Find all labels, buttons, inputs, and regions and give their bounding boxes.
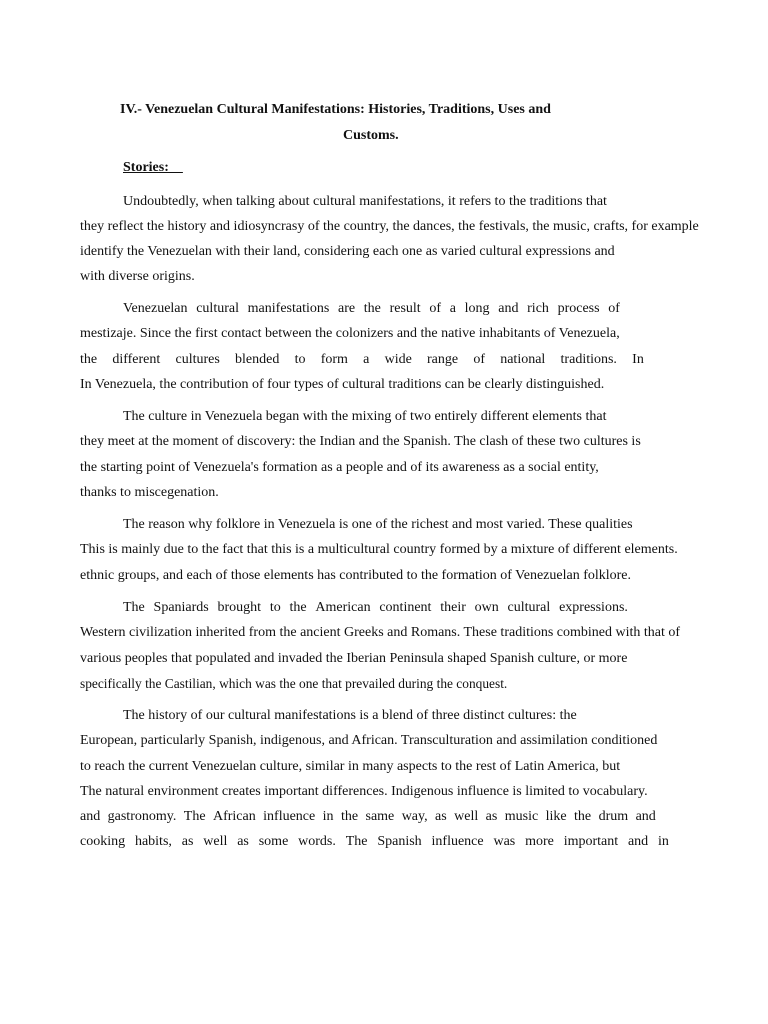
word: in (322, 809, 334, 824)
word: same (365, 809, 395, 824)
paragraph-2-line-2: mestizaje. Since the first contact between the colonizers and the native inhabitants of Venezuela, (80, 326, 620, 341)
word: cultures (175, 352, 220, 367)
word: wide (384, 352, 412, 367)
paragraph-6-line-4: The natural environment creates important differences. Indigenous influence is limited to vocabulary. (80, 784, 648, 799)
word: more (525, 834, 554, 849)
word: African (212, 809, 256, 824)
word: of (608, 301, 620, 316)
word: are (338, 301, 356, 316)
word: traditions. (560, 352, 617, 367)
word: blended (235, 352, 280, 367)
word: the (289, 600, 307, 615)
word: well (454, 809, 479, 824)
word: and (498, 301, 519, 316)
paragraph-3-line-4: thanks to miscegenation. (80, 485, 219, 500)
word: national (500, 352, 546, 367)
word: drum (598, 809, 629, 824)
word: the (80, 352, 98, 367)
paragraph-6-line-5 (80, 808, 656, 826)
paragraph-2-line-3 (80, 351, 644, 369)
paragraph-3-line-2: they meet at the moment of discovery: the Indian and the Spanish. The clash of these two cultures is (80, 434, 641, 449)
word: manifestations (247, 301, 330, 316)
word: continent (379, 600, 432, 615)
paragraph-5-line-1 (123, 599, 628, 617)
paragraph-1-line-4: with diverse origins. (80, 269, 195, 284)
word: The (123, 600, 145, 615)
word: form (320, 352, 348, 367)
word: Spanish (377, 834, 422, 849)
word: words. (298, 834, 336, 849)
paragraph-1-line-1: Undoubtedly, when talking about cultural manifestations, it refers to the traditions that (123, 194, 607, 209)
word: brought (217, 600, 262, 615)
word: own (474, 600, 499, 615)
word: result (389, 301, 421, 316)
word: American (315, 600, 371, 615)
word: to (294, 352, 306, 367)
word: rich (527, 301, 549, 316)
word: was (493, 834, 516, 849)
paragraph-1-line-3: identify the Venezuelan with their land, considering each one as varied cultural expressions and (80, 244, 615, 259)
word: a (363, 352, 370, 367)
document-title-line-1: IV.- Venezuelan Cultural Manifestations: Histories, Traditions, Uses and (120, 102, 551, 117)
paragraph-1-line-2: they reflect the history and idiosyncrasy of the country, the dances, the festivals, the music, crafts, for example (80, 219, 699, 234)
word: Venezuelan (123, 301, 188, 316)
paragraph-4-line-1: The reason why folklore in Venezuela is one of the richest and most varied. These qualities (123, 517, 633, 532)
word: the (363, 301, 381, 316)
word: cultural (507, 600, 551, 615)
word: as (485, 809, 498, 824)
word: long (464, 301, 490, 316)
word: The (345, 834, 368, 849)
word: The (183, 809, 206, 824)
word: and (627, 834, 649, 849)
paragraph-2-line-1 (123, 300, 620, 318)
word: the (574, 809, 592, 824)
paragraph-2-line-4: In Venezuela, the contribution of four types of cultural traditions can be clearly distinguished. (80, 377, 605, 392)
word: like (545, 809, 567, 824)
section-heading-stories: Stories: (123, 160, 183, 175)
paragraph-4-line-3: ethnic groups, and each of those elements has contributed to the formation of Venezuelan folklore. (80, 568, 632, 583)
word: way, (401, 809, 428, 824)
paragraph-3-line-1: The culture in Venezuela began with the mixing of two entirely different elements that (123, 409, 607, 424)
word: Spaniards (153, 600, 209, 615)
word: cultural (196, 301, 239, 316)
paragraph-6-line-3: to reach the current Venezuelan culture, similar in many aspects to the rest of Latin America, but (80, 759, 621, 774)
word: expressions. (559, 600, 628, 615)
paragraph-3-line-3: the starting point of Venezuela's formation as a people and of its awareness as a social entity, (80, 460, 599, 475)
word: habits, (134, 834, 172, 849)
document-title-line-2: Customs. (343, 128, 399, 143)
word: influence (431, 834, 484, 849)
word: range (427, 352, 459, 367)
word: as (237, 834, 249, 849)
word: In (632, 352, 644, 367)
word: in (658, 834, 669, 849)
word: and (80, 809, 101, 824)
word: as (181, 834, 194, 849)
word: well (203, 834, 228, 849)
paragraph-5-line-3: various peoples that populated and invaded the Iberian Peninsula shaped Spanish culture, or more (80, 651, 628, 666)
word: influence (263, 809, 316, 824)
paragraph-6-line-1: The history of our cultural manifestations is a blend of three distinct cultures: the (123, 708, 577, 723)
word: and (635, 809, 656, 824)
word: different (112, 352, 161, 367)
word: cooking (80, 834, 126, 849)
paragraph-6-line-6 (80, 833, 669, 851)
word: of (473, 352, 485, 367)
word: a (449, 301, 456, 316)
paragraph-4-line-2: This is mainly due to the fact that this is a multicultural country formed by a mixture of different elements. (80, 542, 678, 557)
word: important (563, 834, 619, 849)
word: of (429, 301, 442, 316)
word: their (440, 600, 466, 615)
paragraph-5-line-2: Western civilization inherited from the ancient Greeks and Romans. These traditions combined with that of (80, 625, 681, 640)
word: as (435, 809, 447, 824)
paragraph-5-line-4: specifically the Castilian, which was the one that prevailed during the conquest. (80, 676, 508, 691)
word: some (258, 834, 289, 849)
word: process (557, 301, 600, 316)
word: gastronomy. (107, 809, 177, 824)
word: to (269, 600, 281, 615)
word: the (340, 809, 359, 824)
word: music (504, 809, 539, 824)
paragraph-6-line-2: European, particularly Spanish, indigenous, and African. Transculturation and assimilation conditioned (80, 733, 658, 748)
